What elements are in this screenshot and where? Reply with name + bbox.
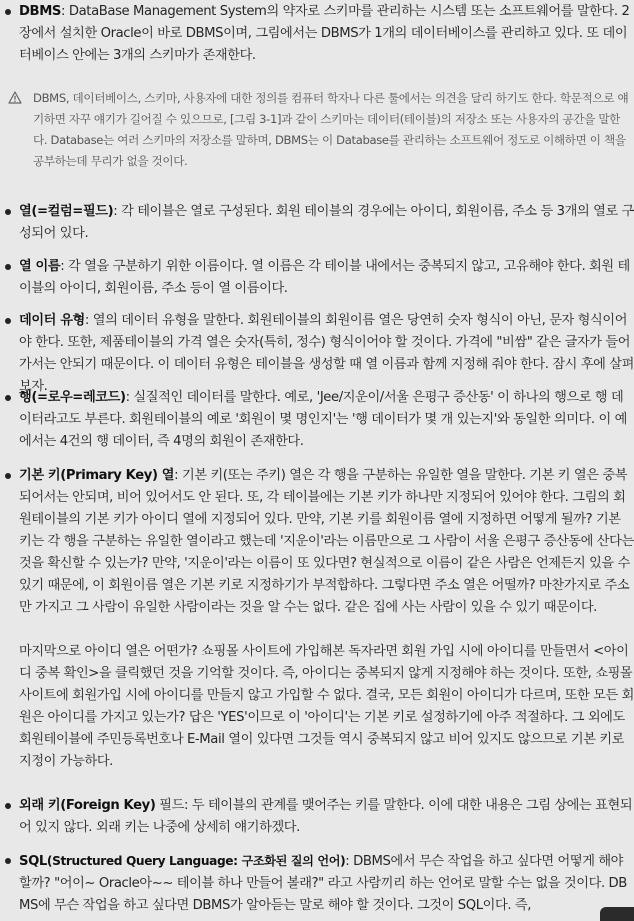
bullet-dot (5, 395, 11, 401)
bullet-dot (5, 858, 11, 864)
bullet-dot (5, 803, 11, 809)
definition-term: 외래 키(Foreign Key) (19, 798, 156, 813)
warning-icon (8, 91, 22, 104)
definition-term: 기본 키(Primary Key) 열 (19, 468, 175, 483)
note-text: DBMS, 데이터베이스, 스키마, 사용자에 대한 정의를 컴퓨터 학자나 다른 툴에서는 의견을 달리 하기도 한다. 학문적으로 얘기하면 자꾸 얘기가 길어질 수 있으므로, [그림 3-1]과 같이 스키마는 데이터(테이블)의 저장소 또는 사용자의 공간을 말한다. Database는 여러 스키마의 저장소를 말하며, DBMS는 이 Database를 관리하는 소프트웨어 정도로 이해하면 이 책을 공부하는데 무리가 없을 것이다. (33, 91, 629, 168)
definition-body: : DBMS에서 무슨 작업을 하고 싶다면 어떻게 해야 할까? "어이~ Oracle아~~ 테이블 하나 만들어 볼래?" 라고 사람끼리 하는 언어로 말할 수는 없을 것이다. DBMS에 무슨 작업을 하고 싶다면 DBMS가 알아듣는 말로 해야 할 것이다. 그것이 SQL이다. 즉, (19, 854, 627, 913)
bullet-dot (5, 318, 11, 324)
overlay-corner (600, 907, 634, 921)
definition-body: : 기본 키(또는 주키) 열은 각 행을 구분하는 유일한 열을 말한다. 기본 키 열은 중복되어서는 안되며, 비어 있어서도 안 된다. 또, 각 테이블에는 기본 키가 하나만 지정되어 있어야 한다. 그림의 회원테이블의 기본 키가 아이디 열에 지정되어 있다. 만약, 기본 키를 회원이름 열에 지정하면 어떻게 될까? 기본 키는 각 행을 구분하는 유일한 열이라고 했는데 '지운이'라는 이름만으로 그 사람이 서울 은평구 증산동에 산다는 것을 확신할 수 있는가? 만약, '지운이'라는 이름이 또 있다면? 현실적으로 이름이 같은 사람은 언제든지 있을 수 있기 때문에, 이 회원이름 열은 기본 키로 지정하기가 부적합하다. 그렇다면 주소 열은 어떨까? 마찬가지로 주소만 가지고 그 사람이 유일한 사람이라는 것을 알 수는 없다. 같은 집에 사는 사람이 있을 수 있기 때문이다. (19, 468, 634, 615)
definition-term: 열 이름 (19, 259, 61, 274)
definition-text (19, 1, 634, 67)
definition-body: 필드: 두 테이블의 관계를 맺어주는 키를 말한다. 이에 대한 내용은 그림 상에는 표현되어 있지 않다. 외래 키는 나중에 상세히 얘기하겠다. (19, 798, 633, 835)
definition-text (19, 795, 634, 839)
definition-text (19, 201, 634, 245)
bullet-dot (5, 473, 11, 479)
definition-body: : 실질적인 데이터를 말한다. 예로, 'Jee/지운이/서울 은평구 증산동' 이 하나의 행으로 행 데이터라고도 부른다. 회원테이블의 예로 '회원이 몇 명인지'는 '행 데이터가 몇 개 있는지'와 동일한 의미다. 이 예에서는 4건의 행 데이터, 즉 4명의 회원이 존재한다. (19, 390, 627, 449)
definition-text (19, 387, 634, 453)
primary-key-continuation: 마지막으로 아이디 열은 어떤가? 쇼핑몰 사이트에 가입해본 독자라면 회원 가입 시에 아이디를 만들면서 <아이디 중복 확인>을 클릭했던 것을 기억할 것이다. 즉, 아이디는 중복되지 않게 지정해야 하는 것이다. 또한, 쇼핑몰 사이트에 회원가입 시에 아이디를 만들지 않고 가입할 수 없다. 결국, 모든 회원이 아이디가 다르며, 또한 모든 회원은 아이디를 가지고 있는가? 답은 'YES'이므로 이 '아이디'는 기본 키로 설정하기에 아주 적절하다. 그 외에도 회원테이블에 주민등록번호나 E-Mail 열이 있다면 그것들 역시 중복되지 않고 비어 있지도 않으므로 기본 키로 지정이 가능하다. (19, 644, 634, 769)
definition-term: 데이터 유형 (19, 313, 85, 328)
definition-text (19, 465, 634, 619)
definition-term-expansion: (Structured Query Language: 구조화된 질의 언어) (46, 854, 346, 868)
definition-text (19, 256, 634, 300)
definition-text (19, 310, 634, 398)
definition-term: 행(=로우=레코드) (19, 390, 126, 405)
definition-text (19, 850, 634, 917)
definition-term: 열(=컬럼=필드) (19, 204, 114, 219)
bullet-dot (5, 209, 11, 215)
definition-body: : 열의 데이터 유형을 말한다. 회원테이블의 회원이름 열은 당연히 숫자 형식이 아닌, 문자 형식이어야 한다. 또한, 제품테이블의 가격 열은 숫자(특히, 정수) 형식이어야 할 것이다. 가격에 "비쌈" 같은 글자가 들어가서는 안되기 때문이다. 이 데이터 유형은 테이블을 생성할 때 열 이름과 함께 지정해 줘야 한다. 잠시 후에 살펴보자. (19, 313, 634, 394)
definition-body: : DataBase Management System의 약자로 스키마를 관리하는 시스템 또는 소프트웨어를 말한다. 2장에서 설치한 Oracle이 바로 DBMS이며, 그림에서는 DBMS가 1개의 데이터베이스를 관리하고 있다. 또 데이터베이스 안에는 3개의 스키마가 존재한다. (19, 4, 630, 63)
definition-body: : 각 열을 구분하기 위한 이름이다. 열 이름은 각 테이블 내에서는 중복되지 않고, 고유해야 한다. 회원 테이블의 아이디, 회원이름, 주소 등이 열 이름이다. (19, 259, 630, 296)
definition-body: : 각 테이블은 열로 구성된다. 회원 테이블의 경우에는 아이디, 회원이름, 주소 등 3개의 열로 구성되어 있다. (19, 204, 634, 241)
bullet-dot (5, 264, 11, 270)
bullet-dot (5, 9, 11, 15)
definition-term: SQL (19, 854, 47, 869)
definition-term: DBMS (19, 4, 62, 19)
